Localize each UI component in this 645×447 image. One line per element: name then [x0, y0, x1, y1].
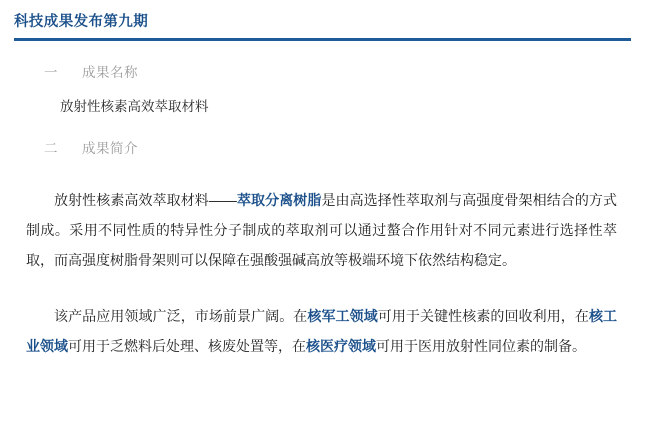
text-run: 放射性核素高效萃取材料——: [54, 192, 237, 208]
text-run: 是由高选择性萃取剂与高强度骨架相结合的方式制成。采用不同性质的特异性分子制成的萃取剂可以通过螯合作用针对不同元素进行选择性萃取，而高强度树脂骨架则可以保障在强酸强碱高放等极端环境下依然结构稳定。: [26, 192, 618, 268]
paragraph: [26, 185, 617, 275]
section-heading: [44, 63, 645, 83]
body-paragraphs: [0, 185, 645, 361]
page-title: 科技成果发布第九期: [14, 14, 149, 30]
section-heading: [44, 139, 645, 159]
title-divider: [14, 38, 631, 41]
section-label: 成果简介: [82, 141, 138, 156]
text-run: 可用于医用放射性同位素的制备。: [376, 338, 586, 354]
document-header: [0, 0, 645, 41]
highlighted-term: 核军工领域: [307, 308, 378, 324]
section-label: 成果名称: [82, 65, 138, 80]
section-number: 二: [44, 141, 58, 156]
text-run: 可用于关键性核素的回收利用，在: [377, 308, 589, 324]
text-run: 该产品应用领域广泛，市场前景广阔。在: [54, 308, 308, 324]
section-body-text: 放射性核素高效萃取材料: [60, 99, 209, 114]
highlighted-term: 核工业领域: [26, 308, 618, 354]
paragraph: [26, 301, 617, 361]
section-result-intro: [0, 139, 645, 159]
text-run: 可用于乏燃料后处理、核废处置等，在: [68, 338, 306, 354]
highlighted-term: 核医疗领域: [306, 338, 376, 354]
section-number: 一: [44, 65, 58, 80]
highlighted-term: 萃取分离树脂: [236, 192, 322, 208]
section-result-name: [0, 63, 645, 117]
